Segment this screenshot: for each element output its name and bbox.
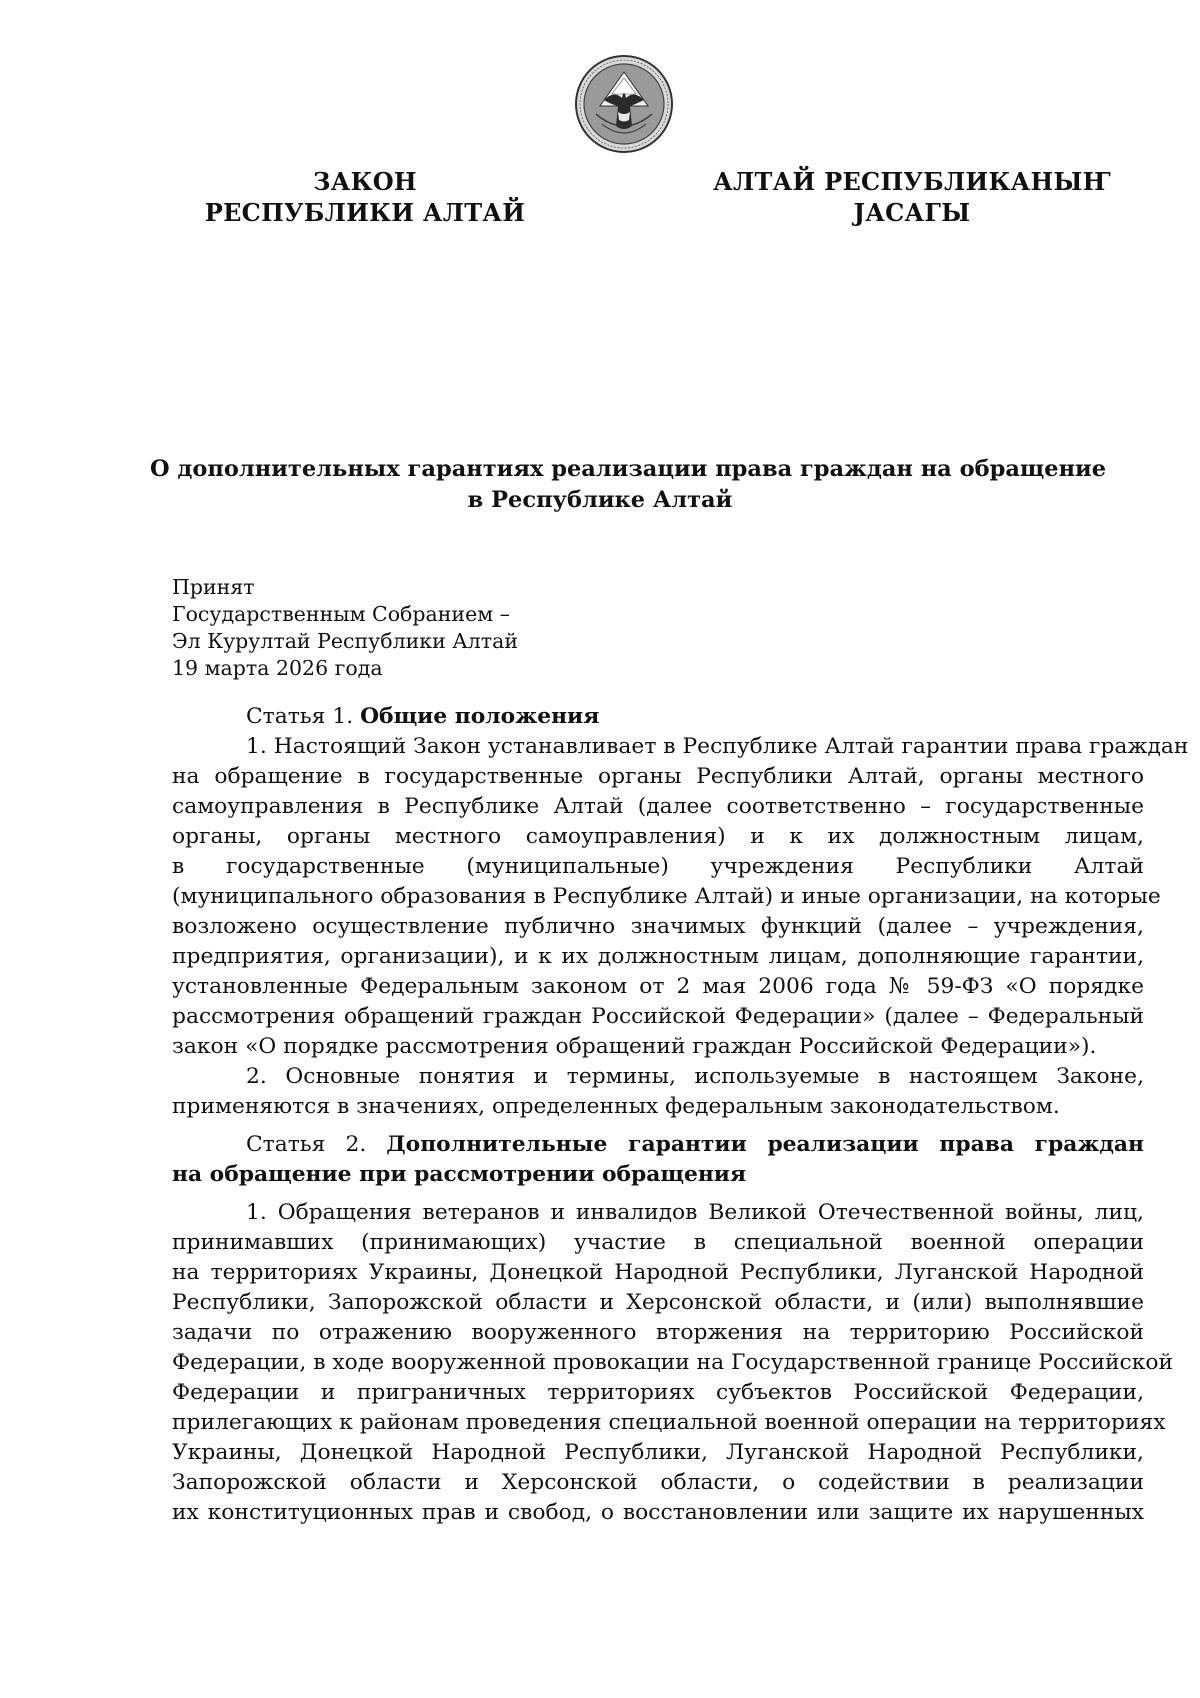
paragraph-line: Федерации и приграничных территориях субъектов Российской Федерации, [172,1380,1144,1405]
paragraph-line: их конституционных прав и свобод, о восстановлении или защите их нарушенных [172,1500,1144,1525]
adoption-line1: Принят [172,575,255,599]
adoption-line3: Эл Курултай Республики Алтай [172,629,519,653]
paragraph-line: (муниципального образования в Республике Алтай) и иные организации, на которые [172,884,1161,909]
law-header-altai [712,166,1112,228]
law-header-russian-line2: РЕСПУБЛИКИ АЛТАЙ [204,198,526,227]
adoption-date: 19 марта 2026 года [172,656,383,680]
paragraph-line: применяются в значениях, определенных федеральным законодательством. [172,1094,1060,1119]
paragraph-line: на территориях Украины, Донецкой Народной Республики, Луганской Народной [172,1260,1144,1285]
law-header-russian [200,166,530,228]
paragraph-line: Запорожской области и Херсонской области, о содействии в реализации [172,1470,1144,1495]
law-title-line2: в Республике Алтай [467,487,733,513]
paragraph-line: возложено осуществление публично значимых функций (далее – учреждения, [172,914,1144,939]
paragraph-line: Украины, Донецкой Народной Республики, Луганской Народной Республики, [172,1440,1144,1465]
paragraph-line: 2. Основные понятия и термины, используемые в настоящем Законе, [246,1064,1144,1089]
law-header-altai-line2: ЈАСАГЫ [853,198,971,227]
paragraph-line: закон «О порядке рассмотрения обращений граждан Российской Федерации»). [172,1034,1097,1059]
article-2-prefix: Статья 2. [246,1132,387,1157]
paragraph-line: органы, органы местного самоуправления) и к их должностным лицам, [172,824,1144,849]
paragraph-line: прилегающих к районам проведения специальной военной операции на территориях [172,1410,1166,1435]
article-2-title-line1: Дополнительные гарантии реализации права граждан [386,1132,1145,1157]
article-2-title-line2: на обращение при рассмотрении обращения [172,1162,747,1187]
law-header-russian-line1: ЗАКОН [313,167,417,196]
law-header-altai-line1: АЛТАЙ РЕСПУБЛИКАНЫҤ [713,167,1111,196]
coat-of-arms-emblem [574,54,674,154]
law-title-line1: О дополнительных гарантиях реализации права граждан на обращение [150,456,1107,482]
law-body [172,702,1189,1528]
paragraph-line: 1. Настоящий Закон устанавливает в Республике Алтай гарантии права граждан [246,734,1189,759]
paragraph-line: принимавших (принимающих) участие в специальной военной операции [172,1230,1144,1255]
paragraph-line: на обращение в государственные органы Республики Алтай, органы местного [172,764,1144,789]
article-1-title: Общие положения [360,704,600,729]
paragraph-line: рассмотрения обращений граждан Российской Федерации» (далее – Федеральный [172,1004,1144,1029]
paragraph-line: задачи по отражению вооруженного вторжения на территорию Российской [172,1320,1144,1345]
adoption-info [172,574,518,682]
paragraph-line: самоуправления в Республике Алтай (далее соответственно – государственные [172,794,1144,819]
paragraph-line: Федерации, в ходе вооруженной провокации на Государственной границе Российской [172,1350,1174,1375]
article-1-heading [172,702,1144,732]
article-1-prefix: Статья 1. [246,704,361,729]
paragraph-line: установленные Федеральным законом от 2 мая 2006 года № 59-ФЗ «О порядке [172,974,1144,999]
law-title [150,454,1107,516]
paragraph-line: в государственные (муниципальные) учреждения Республики Алтай [172,854,1144,879]
paragraph-line: Республики, Запорожской области и Херсонской области, и (или) выполнявшие [172,1290,1144,1315]
article-2-heading [172,1130,1144,1160]
paragraph-line: 1. Обращения ветеранов и инвалидов Великой Отечественной войны, лиц, [246,1200,1144,1225]
adoption-line2: Государственным Собранием – [172,602,510,626]
paragraph-line: предприятия, организации), и к их должностным лицам, дополняющие гарантии, [172,944,1144,969]
